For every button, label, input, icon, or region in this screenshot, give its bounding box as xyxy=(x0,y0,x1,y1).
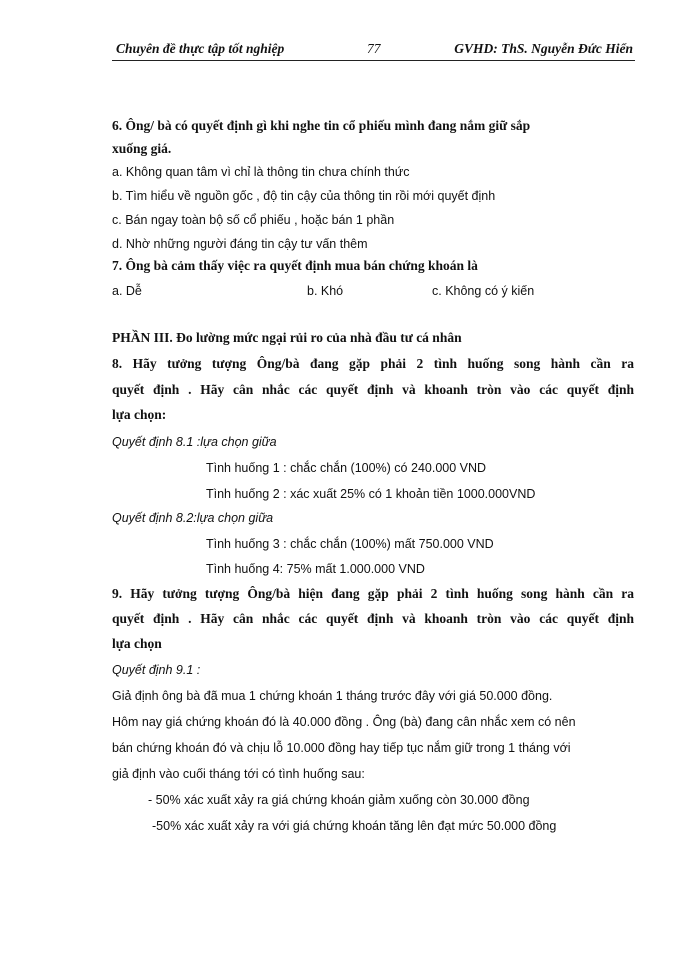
q9-title: 9. Hãy tưởng tượng Ông/bà hiện đang gặp phải 2 tình huống song hành cần ra xyxy=(112,586,634,601)
q6-option-b: b. Tìm hiểu về nguồn gốc , độ tin cậy của thông tin rồi mới quyết định xyxy=(112,189,496,203)
q6-option-a: a. Không quan tâm vì chỉ là thông tin chưa chính thức xyxy=(112,165,410,179)
q6-title: 6. Ông/ bà có quyết định gì khi nghe tin cổ phiếu mình đang nắm giữ sắp xyxy=(112,118,531,133)
page-number: 77 xyxy=(367,41,381,56)
q9-paragraph-line-4: giả định vào cuối tháng tới có tình huống sau: xyxy=(112,767,365,781)
q8-case-2: Tình huống 2 : xác xuất 25% có 1 khoản tiền 1000.000VND xyxy=(206,487,536,501)
q6-option-c: c. Bán ngay toàn bộ số cổ phiếu , hoặc bán 1 phần xyxy=(112,213,395,227)
q6-option-d: d. Nhờ những người đáng tin cậy tư vấn thêm xyxy=(112,237,368,251)
q8-case-4: Tình huống 4: 75% mất 1.000.000 VND xyxy=(206,562,425,576)
q7-title: 7. Ông bà cảm thấy việc ra quyết định mua bán chứng khoán là xyxy=(112,258,478,273)
q8-title: 8. Hãy tưởng tượng Ông/bà đang gặp phải 2 tình huống song hành cần ra xyxy=(112,356,634,371)
header-title: Chuyên đề thực tập tốt nghiệp xyxy=(116,41,285,56)
q7-option-b: b. Khó xyxy=(307,284,344,298)
q9-title-cont: quyết định . Hãy cân nhắc các quyết định và khoanh tròn vào các quyết định xyxy=(112,611,634,626)
part3-title: PHẦN III. Đo lường mức ngại rủi ro của nhà đầu tư cá nhân xyxy=(112,330,462,345)
q8-decision-1-label: Quyết định 8.1 :lựa chọn giữa xyxy=(112,435,277,449)
q6-title-cont: xuống giá. xyxy=(112,141,172,156)
header-advisor: GVHD: ThS. Nguyễn Đức Hiển xyxy=(454,41,633,56)
q9-bullet-2: -50% xác xuất xảy ra với giá chứng khoán tăng lên đạt mức 50.000 đồng xyxy=(152,819,557,833)
q9-paragraph-line-1: Giả định ông bà đã mua 1 chứng khoán 1 tháng trước đây với giá 50.000 đồng. xyxy=(112,689,553,703)
q9-bullet-1: - 50% xác xuất xảy ra giá chứng khoán giảm xuống còn 30.000 đồng xyxy=(148,793,530,807)
q7-option-a: a. Dễ xyxy=(112,284,142,298)
page-header xyxy=(112,38,635,61)
q8-case-3: Tình huống 3 : chắc chắn (100%) mất 750.000 VND xyxy=(206,537,494,551)
q8-decision-2-label: Quyết định 8.2:lựa chọn giữa xyxy=(112,511,274,525)
q8-title-end: lựa chọn: xyxy=(112,407,167,422)
q9-paragraph-line-2: Hôm nay giá chứng khoán đó là 40.000 đồng . Ông (bà) đang cân nhắc xem có nên xyxy=(112,715,576,729)
q9-title-end: lựa chọn xyxy=(112,636,162,651)
q7-option-c: c. Không có ý kiến xyxy=(432,284,535,298)
q9-paragraph-line-3: bán chứng khoán đó và chịu lỗ 10.000 đồng hay tiếp tục nắm giữ trong 1 tháng với xyxy=(112,741,571,755)
q8-case-1: Tình huống 1 : chắc chắn (100%) có 240.000 VND xyxy=(206,461,487,475)
q9-decision-label: Quyết định 9.1 : xyxy=(112,663,201,677)
q8-title-cont: quyết định . Hãy cân nhắc các quyết định và khoanh tròn vào các quyết định xyxy=(112,382,634,397)
